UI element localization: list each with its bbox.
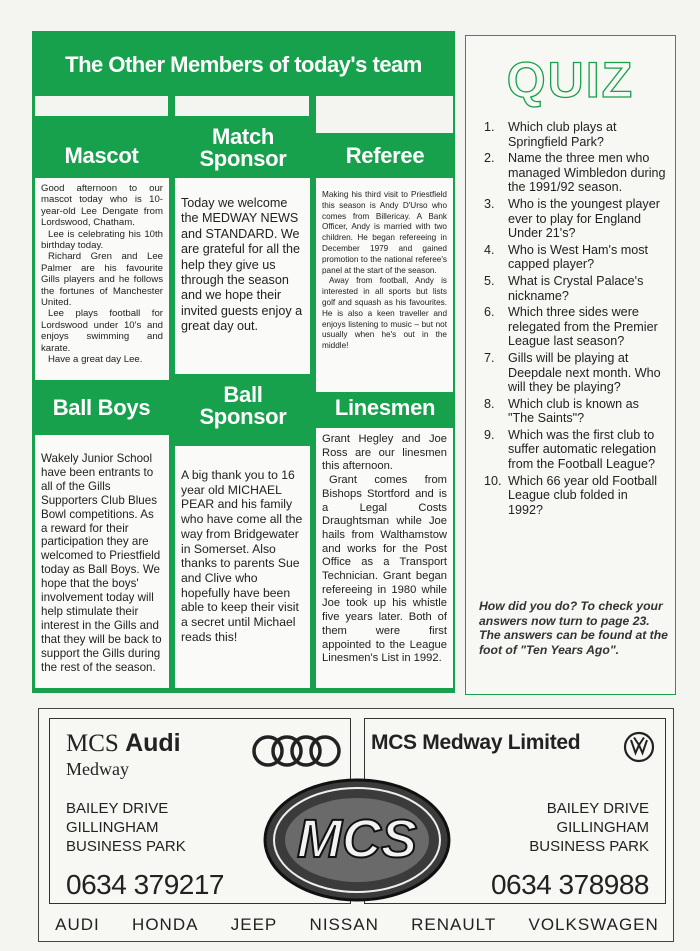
brand-list — [39, 915, 675, 935]
mcs-medway-name: MCS Medway Limited — [371, 731, 581, 754]
quiz-question-number: 10. — [484, 473, 502, 488]
quiz-question-number: 4. — [484, 242, 495, 257]
mcs-advert — [38, 708, 674, 942]
quiz-question-number: 3. — [484, 196, 495, 211]
mcs-medway-address: BAILEY DRIVE GILLINGHAM BUSINESS PARK — [529, 800, 649, 855]
quiz-question — [484, 474, 666, 518]
quiz-question-text: Who is West Ham's most capped player? — [508, 242, 649, 272]
mcs-audi-name: MCS Audi — [66, 729, 181, 757]
quiz-question — [484, 120, 666, 149]
brand-name: AUDI — [55, 915, 100, 934]
gap-bar — [35, 96, 168, 116]
quiz-question-text: Name the three men who managed Wimbledon during the 1991/92 season. — [508, 151, 666, 195]
quiz-question — [484, 243, 666, 272]
gap-bar — [316, 96, 453, 133]
referee-box: Making his third visit to Priestfield this season is Andy D'Urso who comes from Billericay. A Bank Officer, Andy is married with two children. He began refereeing in December 1979 and gained promotion to the national referee's panel at the start of the season. Away from football, Andy is interested in all sports but lists golf and squash as his favourites. He is also a keen traveller and enjoys listening to music – but not usually when he's out in the middle! — [316, 178, 453, 392]
mascot-box: Good afternoon to our mascot today who is 10-year-old Lee Dengate from Lordswood, Chatham. Lee is celebrating his 10th birthday today. Richard Gren and Lee Palmer are his favourite Gills players and he follows the fortunes of Manchester United. Lee plays football for Lordswood under 10's and enjoys swimming and karate. Have a great day Lee. — [35, 178, 169, 380]
quiz-question-number: 5. — [484, 273, 495, 288]
brand-name: RENAULT — [411, 915, 497, 934]
ball-boys-heading: Ball Boys — [52, 395, 151, 420]
mcs-audi-location: Medway — [66, 759, 129, 779]
brand-name: NISSAN — [309, 915, 379, 934]
quiz-list — [484, 120, 666, 519]
quiz-question — [484, 274, 666, 303]
page-title: The Other Members of today's team — [65, 52, 422, 77]
quiz-question-text: Gills will be playing at Deepdale next month. Who will they be playing? — [508, 350, 661, 395]
match-sponsor-heading: Match Sponsor — [199, 124, 287, 171]
quiz-question — [484, 151, 666, 195]
quiz-question-text: Who is the youngest player ever to play for England Under 21's? — [508, 196, 660, 241]
ball-sponsor-box: A big thank you to 16 year old MICHAEL PEAR and his family who have come all the way from Bridgewater in Somerset. Also thanks to parents Sue and Clive who hopefully have been able to keep their visit a secret until Michael reads this! — [175, 446, 310, 688]
quiz-question — [484, 428, 666, 472]
quiz-question-number: 2. — [484, 151, 495, 166]
ball-boys-box: Wakely Junior School have been entrants to all of the Gills Supporters Club Blues Bowl competitions. As a reward for their participation they are welcomed to Priestfield today as Ball Boys. We hope that the boys' involvement today will help stimulate their interest in the Gills and that they will be back to support the Gills during the rest of the season. — [35, 435, 169, 688]
mcs-logo-text: MCS — [297, 809, 417, 869]
quiz-title: QUIZ — [506, 52, 635, 108]
volkswagen-logo-icon — [623, 731, 655, 763]
brand-name: VOLKSWAGEN — [528, 915, 659, 934]
quiz-question-number: 9. — [484, 427, 495, 442]
referee-heading: Referee — [345, 143, 425, 168]
quiz-question-number: 1. — [484, 120, 495, 134]
quiz-question-text: What is Crystal Palace's nickname? — [508, 273, 644, 303]
quiz-question-number: 7. — [484, 350, 495, 365]
quiz-panel — [465, 35, 676, 695]
quiz-question-text: Which club is known as "The Saints"? — [508, 396, 639, 426]
quiz-question-text: Which club plays at Springfield Park? — [508, 120, 617, 149]
quiz-question — [484, 197, 666, 241]
gap-bar — [175, 96, 309, 116]
quiz-question-text: Which three sides were relegated from the Premier League last season? — [508, 305, 658, 349]
match-sponsor-box: Today we welcome the MEDWAY NEWS and STANDARD. We are grateful for all the help they give us through the season and we hope their invited guests enjoy a great day out. — [175, 178, 310, 374]
quiz-question — [484, 305, 666, 349]
mascot-heading: Mascot — [64, 143, 139, 168]
team-panel — [32, 31, 455, 693]
quiz-question-number: 6. — [484, 305, 495, 320]
quiz-question — [484, 397, 666, 426]
linesmen-box: Grant Hegley and Joe Ross are our linesmen this afternoon. Grant comes from Bishops Stortford and is a Legal Costs Draughtsman while Joe hails from Walthamstow and works for the Post Office as a Transport Technician. Grant began refereeing in 1980 while Joe took up his whistle five years later. Both of them were first appointed to the League Linesmen's List in 1992. — [316, 428, 453, 688]
quiz-question-text: Which was the first club to suffer automatic relegation from the Football League? — [508, 427, 657, 472]
mcs-logo-icon — [261, 777, 453, 903]
mcs-audi-address: BAILEY DRIVE GILLINGHAM BUSINESS PARK — [66, 800, 186, 855]
brand-name: HONDA — [132, 915, 199, 934]
linesmen-heading: Linesmen — [334, 395, 436, 420]
mcs-audi-phone[interactable]: 0634 379217 — [66, 869, 225, 900]
brand-name: JEEP — [230, 915, 278, 934]
quiz-note: How did you do? To check your answers now turn to page 23. The answers can be found at the foot of "Ten Years Ago". — [479, 599, 668, 657]
ball-sponsor-heading: Ball Sponsor — [199, 382, 287, 429]
quiz-question-text: Which 66 year old Football League club folded in 1992? — [508, 473, 658, 517]
mcs-medway-phone[interactable]: 0634 378988 — [490, 869, 649, 900]
audi-rings-icon — [250, 733, 344, 769]
quiz-question-number: 8. — [484, 396, 495, 411]
quiz-question — [484, 351, 666, 395]
